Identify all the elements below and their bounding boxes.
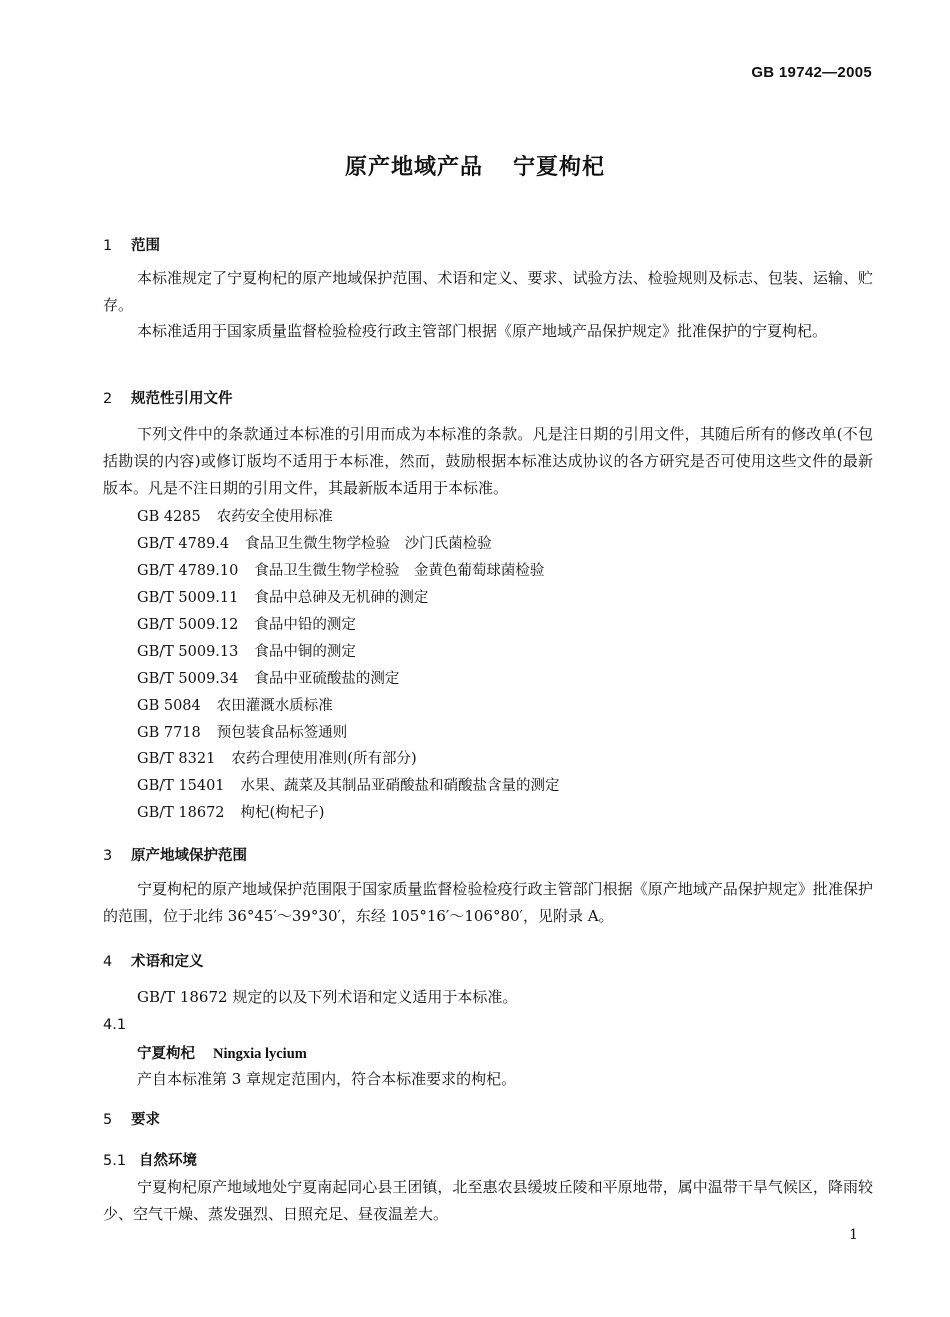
term-entry: [137, 1042, 307, 1063]
section-5-1-para-1: 宁夏枸杞原产地域地处宁夏南起同心县王团镇，北至惠农县缓坡丘陵和平原地带，属中温带干旱气候区，降雨较少、空气干燥、蒸发强烈、日照充足、昼夜温差大。: [103, 1178, 873, 1223]
section-5-heading: 5 要求: [103, 1112, 160, 1128]
standard-code: GB 19742—2005: [751, 64, 872, 81]
reference-item: GB 5084 农田灌溉水质标准: [137, 698, 333, 714]
section-1-heading: 1 范围: [103, 238, 160, 254]
reference-item: GB/T 18672 枸杞(枸杞子): [137, 805, 325, 821]
subsection-4-1-number: 4.1: [103, 1017, 127, 1033]
reference-item: GB/T 5009.13 食品中铜的测定: [137, 644, 356, 660]
document-title: [0, 150, 950, 181]
term-chinese: 宁夏枸杞: [137, 1046, 195, 1062]
page-number: 1: [849, 1227, 858, 1243]
reference-item: GB/T 4789.10 食品卫生微生物学检验 金黄色葡萄球菌检验: [137, 563, 545, 579]
section-3-para-1: 宁夏枸杞的原产地域保护范围限于国家质量监督检验检疫行政主管部门根据《原产地域产品保护规定》批准保护的范围，位于北纬 36°45′～39°30′，东经 105°16′～106°80′，见附录 A。: [103, 880, 873, 925]
reference-item: GB/T 15401 水果、蔬菜及其制品亚硝酸盐和硝酸盐含量的测定: [137, 778, 560, 794]
term-english: Ningxia lycium: [213, 1046, 307, 1062]
section-4-para-1: GB/T 18672 规定的以及下列术语和定义适用于本标准。: [137, 988, 518, 1006]
reference-item: GB 7718 预包装食品标签通则: [137, 725, 348, 741]
reference-item: GB/T 8321 农药合理使用准则(所有部分): [137, 751, 417, 767]
term-definition: 产自本标准第 3 章规定范围内，符合本标准要求的枸杞。: [137, 1070, 517, 1088]
reference-item: GB/T 5009.34 食品中亚硫酸盐的测定: [137, 671, 400, 687]
title-part-1: 原产地域产品: [344, 155, 483, 180]
title-part-2: 宁夏枸杞: [513, 155, 606, 180]
section-2-heading: 2 规范性引用文件: [103, 391, 233, 407]
reference-item: GB/T 5009.12 食品中铅的测定: [137, 617, 356, 633]
section-1-para-1: 本标准规定了宁夏枸杞的原产地域保护范围、术语和定义、要求、试验方法、检验规则及标志、包装、运输、贮存。: [103, 269, 873, 314]
reference-item: GB/T 5009.11 食品中总砷及无机砷的测定: [137, 590, 429, 606]
reference-item: GB/T 4789.4 食品卫生微生物学检验 沙门氏菌检验: [137, 536, 492, 552]
reference-item: GB 4285 农药安全使用标准: [137, 509, 333, 525]
section-2-para-1: 下列文件中的条款通过本标准的引用而成为本标准的条款。凡是注日期的引用文件，其随后所有的修改单(不包括勘误的内容)或修订版均不适用于本标准，然而，鼓励根据本标准达成协议的各方研究是否可使用这些文件的最新版本。凡是不注日期的引用文件，其最新版本适用于本标准。: [103, 425, 873, 497]
section-4-heading: 4 术语和定义: [103, 954, 204, 970]
section-1-para-2: 本标准适用于国家质量监督检验检疫行政主管部门根据《原产地域产品保护规定》批准保护的宁夏枸杞。: [137, 322, 828, 340]
section-3-heading: 3 原产地域保护范围: [103, 848, 247, 864]
subsection-5-1-heading: 5.1 自然环境: [103, 1153, 197, 1169]
